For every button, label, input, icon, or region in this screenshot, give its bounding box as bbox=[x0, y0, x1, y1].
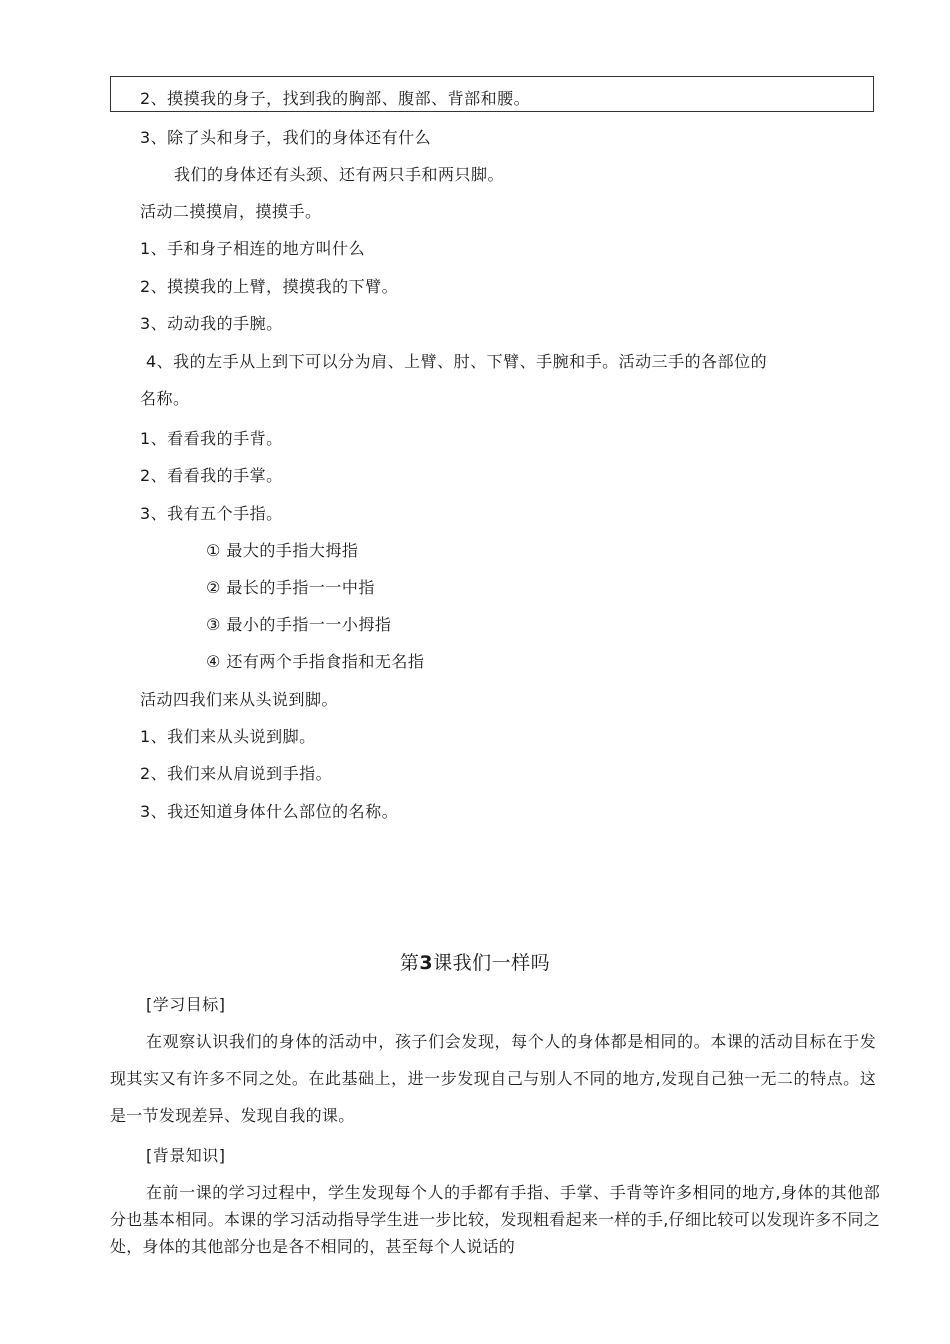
activity-heading: 活动四我们来从头说到脚。 bbox=[140, 690, 339, 709]
section-heading-background: [背景知识] bbox=[146, 1146, 226, 1165]
finger-item: ① 最大的手指大拇指 bbox=[206, 541, 359, 560]
text-line: 1、看看我的手背。 bbox=[140, 429, 283, 448]
text-line: 2、看看我的手掌。 bbox=[140, 466, 283, 485]
text-line: 3、除了头和身子，我们的身体还有什么 bbox=[140, 128, 432, 147]
finger-item: ② 最长的手指一一中指 bbox=[206, 578, 375, 597]
lesson-title: 第3课我们一样吗 bbox=[399, 952, 551, 974]
section-heading-goal: [学习目标] bbox=[146, 995, 226, 1014]
finger-item: ④ 还有两个手指食指和无名指 bbox=[206, 652, 425, 671]
text-line: 3、我有五个手指。 bbox=[140, 504, 283, 523]
text-line: 2、我们来从肩说到手指。 bbox=[140, 764, 333, 783]
background-paragraph: 在前一课的学习过程中，学生发现每个人的手都有手指、手掌、手背等许多相同的地方,身体的其他部分也基本相同。本课的学习活动指导学生进一步比较，发现粗看起来一样的手,仔细比较可以发现许多不同之处，身体的其他部分也是各不相同的，甚至每个人说话的 bbox=[110, 1183, 880, 1256]
boxed-line-text: 2、摸摸我的身子，找到我的胸部、腹部、背部和腰。 bbox=[140, 89, 531, 108]
text-line: 3、动动我的手腕。 bbox=[140, 314, 283, 333]
text-line: 4、我的左手从上到下可以分为肩、上臂、肘、下臂、手腕和手。活动三手的各部位的 bbox=[146, 352, 768, 371]
text-line: 名称。 bbox=[140, 389, 190, 408]
text-line: 1、我们来从头说到脚。 bbox=[140, 727, 316, 746]
activity-heading: 活动二摸摸肩，摸摸手。 bbox=[140, 202, 322, 221]
text-line: 2、摸摸我的上臂，摸摸我的下臂。 bbox=[140, 277, 399, 296]
finger-item: ③ 最小的手指一一小拇指 bbox=[206, 615, 392, 634]
text-line: 3、我还知道身体什么部位的名称。 bbox=[140, 802, 399, 821]
text-line: 1、手和身子相连的地方叫什么 bbox=[140, 239, 366, 258]
text-line: 我们的身体还有头颈、还有两只手和两只脚。 bbox=[174, 165, 505, 184]
goal-paragraph: 在观察认识我们的身体的活动中，孩子们会发现，每个人的身体都是相同的。本课的活动目标在于发现其实又有许多不同之处。在此基础上，进一步发现自己与别人不同的地方,发现自己独一无二的特点。这是一节发现差异、发现自我的课。 bbox=[110, 1032, 876, 1125]
